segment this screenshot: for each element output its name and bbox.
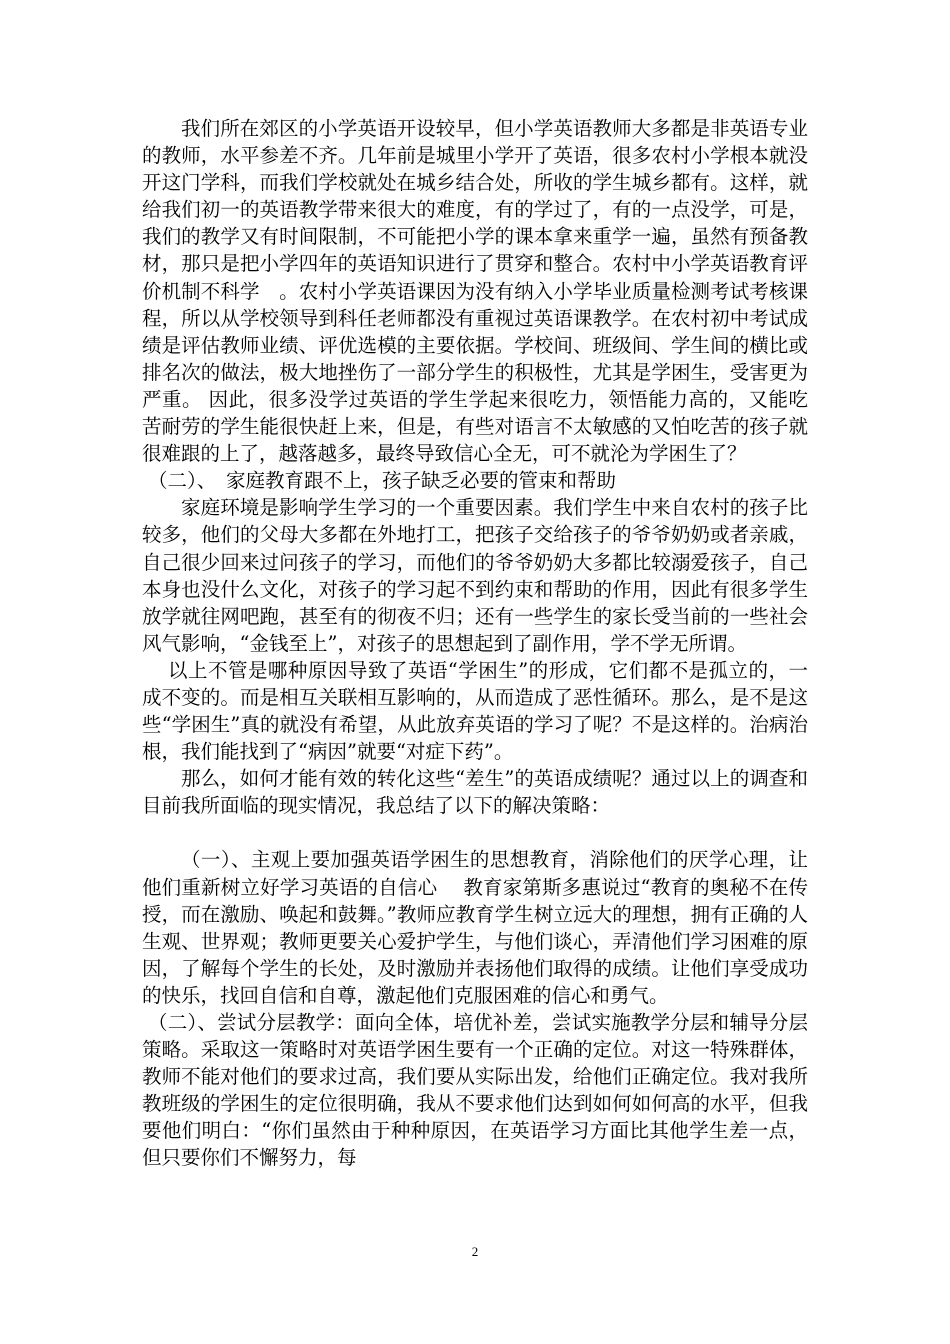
paragraph-strategy-two: （二）、尝试分层教学：面向全体，培优补差，尝试实施教学分层和辅导分层策略。采取这一策略时对英语学困生要有一个正确的定位。对这一特殊群体，教师不能对他们的要求过高，我们要从实际出发，给他们正确定位。我对我所教班级的学困生的定位很明确，我从不要求他们达到如何如何高的水平，但我要他们明白：“你们虽然由于种种原因，在英语学习方面比其他学生差一点，但只要你们不懈努力，每 — [142, 1011, 808, 1170]
paragraph-rural-english: 我们所在郊区的小学英语开设较早，但小学英语教师大多都是非英语专业的教师，水平参差不齐。几年前是城里小学开了英语，很多农村小学根本就没开这门学科，而我们学校就处在城乡结合处，所收的学生城乡都有。这样，就给我们初一的英语教学带来很大的难度，有的学过了，有的一点没学，可是，我们的教学又有时间限制，不可能把小学的课本拿来重学一遍，虽然有预备教材，那只是把小学四年的英语知识进行了贯穿和整合。农村中小学英语教育评价机制不科学 。农村小学英语课因为没有纳入小学毕业质量检测考试考核课程，所以从学校领导到科任老师都没有重视过英语课教学。在农村初中考试成绩是评估教师业绩、评优选模的主要依据。学校间、班级间、学生间的横比或排名次的做法，极大地挫伤了一部分学生的积极性，尤其是学困生，受害更为严重。 因此，很多没学过英语的学生学起来很吃力，领悟能力高的，又能吃苦耐劳的学生能很快赶上来，但是，有些对语言不太敏感的又怕吃苦的孩子就很难跟的上了，越落越多，最终导致信心全无，可不就沦为学困生了？ — [142, 117, 808, 466]
paragraph-family-environment: 家庭环境是影响学生学习的一个重要因素。我们学生中来自农村的孩子比较多，他们的父母大多都在外地打工，把孩子交给孩子的爷爷奶奶或者亲戚，自己很少回来过问孩子的学习，而他们的爷爷奶奶大多都比较溺爱孩子，自己本身也没什么文化，对孩子的学习起不到约束和帮助的作用，因此有很多学生放学就往网吧跑，甚至有的彻夜不归；还有一些学生的家长受当前的一些社会风气影响，“金钱至上”，对孩子的思想起到了副作用，学不学无所谓。 — [142, 496, 808, 655]
paragraph-causes-summary: 以上不管是哪种原因导致了英语“学困生”的形成，它们都不是孤立的，一成不变的。而是相互关联相互影响的，从而造成了恶性循环。那么，是不是这些“学困生”真的就没有希望，从此放弃英语的学习了呢？不是这样的。治病治根，我们能找到了“病因”就要“对症下药”。 — [142, 658, 808, 764]
paragraph-gap — [142, 819, 808, 846]
paragraph-strategy-intro: 那么，如何才能有效的转化这些“差生”的英语成绩呢？通过以上的调查和目前我所面临的现实情况，我总结了以下的解决策略： — [142, 767, 808, 818]
paragraph-strategy-one: （一）、主观上要加强英语学困生的思想教育，消除他们的厌学心理，让他们重新树立好学习英语的自信心 教育家第斯多惠说过“教育的奥秘不在传授，而在激励、唤起和鼓舞。”教师应教育学生树立远大的理想，拥有正确的人生观、世界观；教师更要关心爱护学生，与他们谈心，弄清他们学习困难的原因，了解每个学生的长处，及时激励并表扬他们取得的成绩。让他们享受成功的快乐，找回自信和自尊，激起他们克服困难的信心和勇气。 — [142, 848, 808, 1007]
document-page — [142, 115, 808, 1172]
page-number: 2 — [471, 1244, 479, 1259]
section-heading-family: （二）、 家庭教育跟不上，孩子缺乏必要的管束和帮助 — [148, 469, 617, 493]
